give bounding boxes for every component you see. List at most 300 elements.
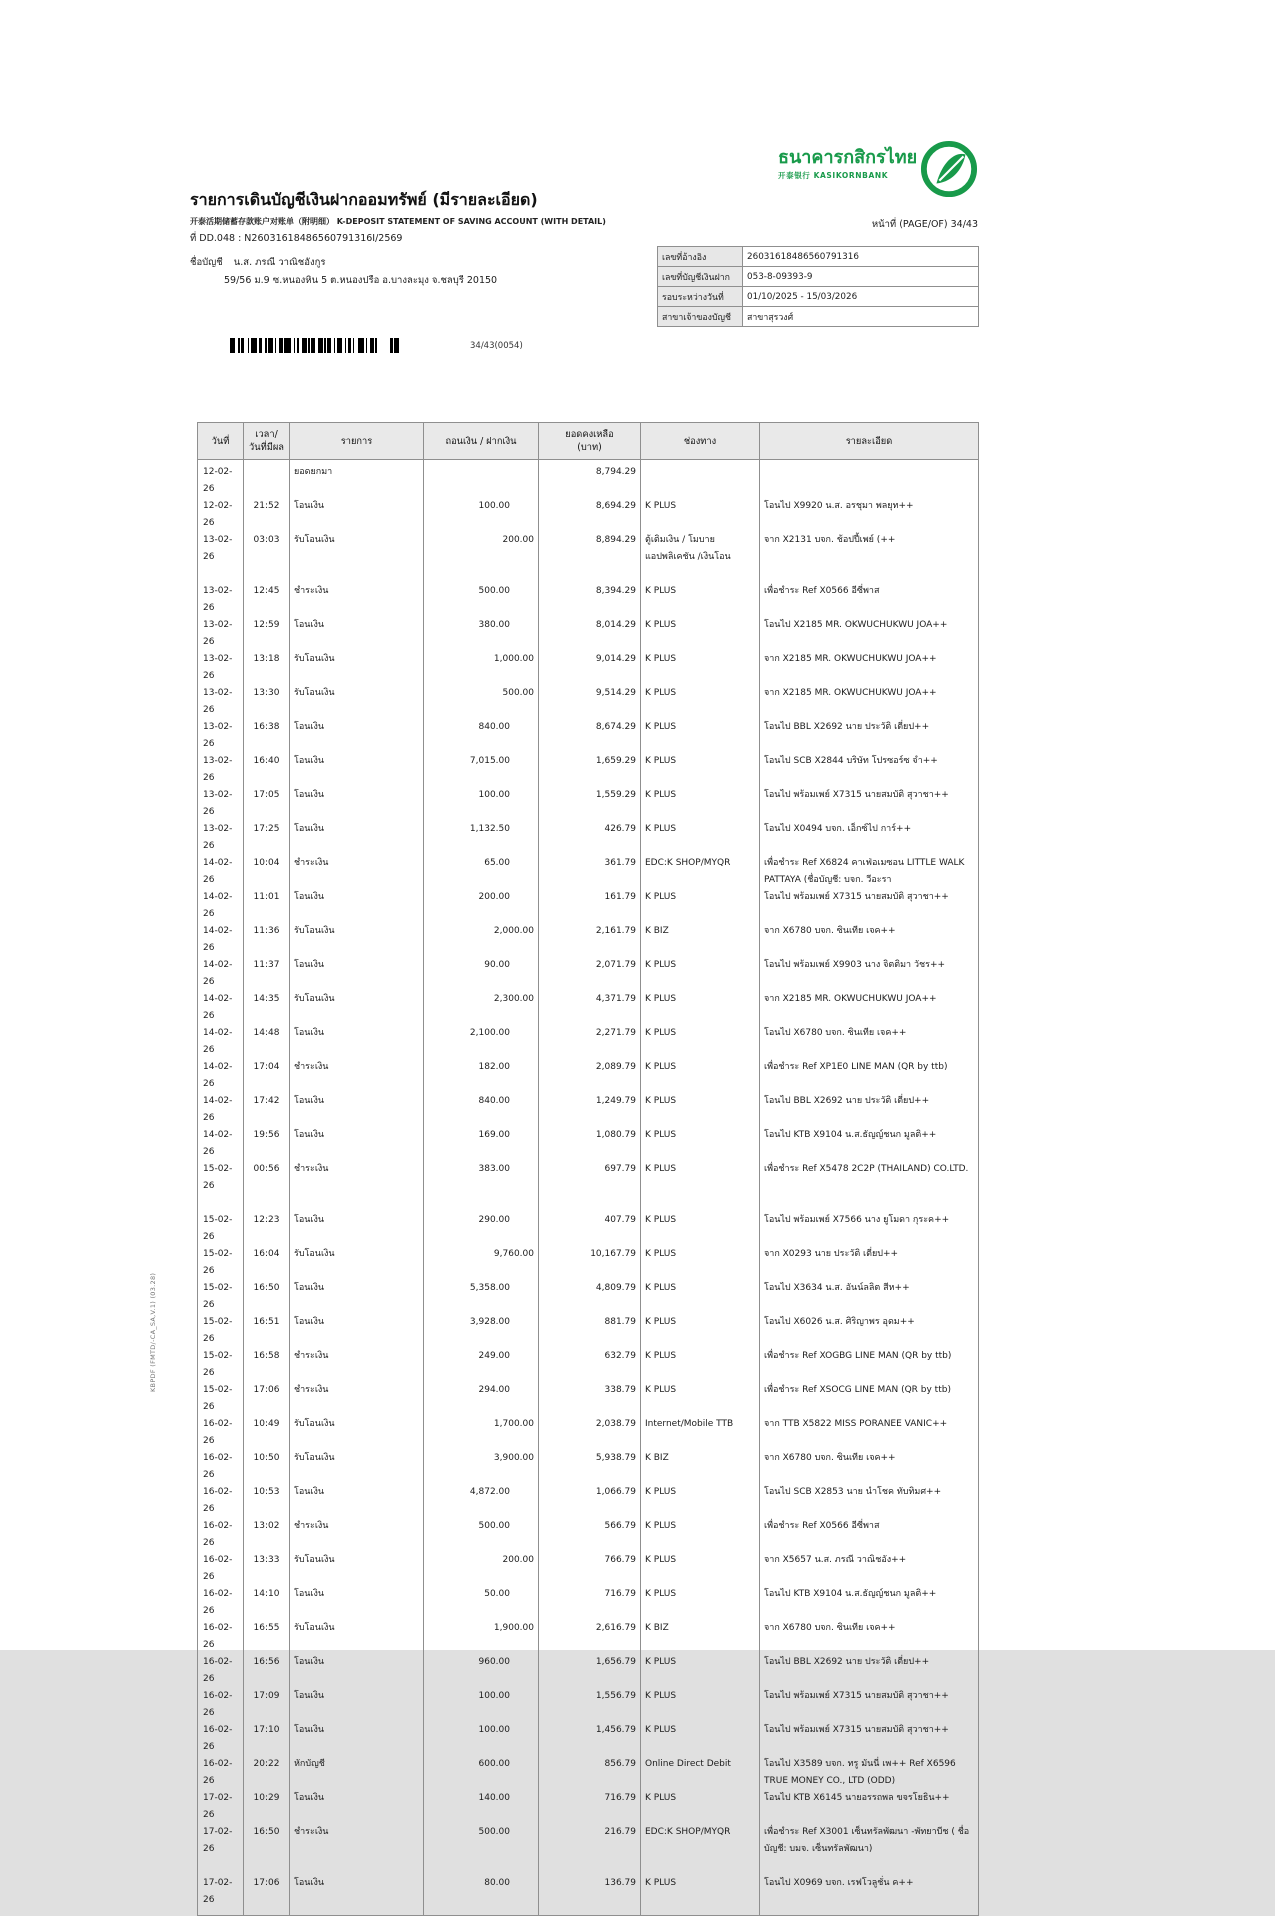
cell-date: 13-02-26 <box>198 753 244 787</box>
cell-channel: ตู้เติมเงิน / โมบาย แอปพลิเคชัน /เงินโอน <box>641 532 760 583</box>
account-info-table <box>657 246 979 327</box>
cell-date: 16-02-26 <box>198 1552 244 1586</box>
page-subtitle: 开泰活期储蓄存款账户对账单（附明细） K-DEPOSIT STATEMENT OF SAVING ACCOUNT (WITH DETAIL) <box>190 217 606 226</box>
table-row <box>198 753 979 787</box>
table-row <box>198 1875 979 1916</box>
cell-amount: 380.00 <box>424 617 539 651</box>
col-header-amount: ถอนเงิน / ฝากเงิน <box>424 423 539 460</box>
cell-item: ชำระเงิน <box>290 583 424 617</box>
cell-date: 14-02-26 <box>198 1025 244 1059</box>
cell-time: 03:03 <box>244 532 290 583</box>
cell-channel: K PLUS <box>641 1790 760 1824</box>
cell-balance: 856.79 <box>539 1756 641 1790</box>
table-row <box>198 1093 979 1127</box>
info-row <box>658 287 979 307</box>
cell-item: ชำระเงิน <box>290 855 424 889</box>
cell-detail: โอนไป X3634 น.ส. อันน์ลลิต สีห++ <box>760 1280 979 1314</box>
cell-detail: โอนไป BBL X2692 นาย ประวัติ เตี่ยป++ <box>760 1093 979 1127</box>
cell-balance: 1,656.79 <box>539 1654 641 1688</box>
info-value: 26031618486560791316 <box>743 247 979 267</box>
table-row <box>198 1280 979 1314</box>
table-row <box>198 889 979 923</box>
cell-detail: เพื่อชำระ Ref X0566 อีซี่พาส <box>760 1518 979 1552</box>
cell-item: รับโอนเงิน <box>290 685 424 719</box>
cell-time: 12:23 <box>244 1212 290 1246</box>
cell-detail: โอนไป X6780 บจก. ซินเทีย เจค++ <box>760 1025 979 1059</box>
cell-date: 16-02-26 <box>198 1722 244 1756</box>
info-label: รอบระหว่างวันที่ <box>658 287 743 307</box>
cell-channel: K PLUS <box>641 957 760 991</box>
cell-time <box>244 460 290 499</box>
cell-time: 17:06 <box>244 1875 290 1916</box>
cell-amount: 2,000.00 <box>424 923 539 957</box>
cell-detail: โอนไป KTB X9104 น.ส.ธัญญ์ชนก มูลติ++ <box>760 1127 979 1161</box>
col-header-date: วันที่ <box>198 423 244 460</box>
cell-item: ชำระเงิน <box>290 1059 424 1093</box>
cell-channel: Online Direct Debit <box>641 1756 760 1790</box>
barcode-caption: 34/43(0054) <box>470 341 523 351</box>
cell-time: 17:25 <box>244 821 290 855</box>
cell-date: 14-02-26 <box>198 1127 244 1161</box>
cell-balance: 4,371.79 <box>539 991 641 1025</box>
cell-amount: 100.00 <box>424 1688 539 1722</box>
cell-date: 17-02-26 <box>198 1875 244 1916</box>
cell-balance: 2,616.79 <box>539 1620 641 1654</box>
cell-detail: จาก X5657 น.ส. ภรณี วาณิชอัง++ <box>760 1552 979 1586</box>
cell-time: 11:36 <box>244 923 290 957</box>
barcode-space <box>399 338 401 353</box>
cell-item: รับโอนเงิน <box>290 923 424 957</box>
table-row <box>198 1416 979 1450</box>
cell-amount: 2,300.00 <box>424 991 539 1025</box>
cell-channel: EDC:K SHOP/MYQR <box>641 1824 760 1875</box>
cell-date: 16-02-26 <box>198 1654 244 1688</box>
info-label: สาขาเจ้าของบัญชี <box>658 307 743 327</box>
cell-amount: 4,872.00 <box>424 1484 539 1518</box>
cell-item: โอนเงิน <box>290 787 424 821</box>
cell-channel: K PLUS <box>641 1586 760 1620</box>
cell-item: โอนเงิน <box>290 498 424 532</box>
table-row <box>198 617 979 651</box>
cell-date: 14-02-26 <box>198 889 244 923</box>
cell-item: โอนเงิน <box>290 719 424 753</box>
table-row <box>198 1025 979 1059</box>
cell-channel: K PLUS <box>641 1212 760 1246</box>
info-value: 01/10/2025 - 15/03/2026 <box>743 287 979 307</box>
cell-time: 21:52 <box>244 498 290 532</box>
cell-detail: โอนไป พร้อมเพย์ X7315 นายสมบัติ สุวาชา++ <box>760 1688 979 1722</box>
cell-amount: 50.00 <box>424 1586 539 1620</box>
table-row <box>198 583 979 617</box>
bank-name: ธนาคารกสิกรไทย <box>778 147 918 168</box>
cell-amount: 9,760.00 <box>424 1246 539 1280</box>
cell-detail: โอนไป X2185 MR. OKWUCHUKWU JOA++ <box>760 617 979 651</box>
cell-balance: 4,809.79 <box>539 1280 641 1314</box>
cell-detail: จาก X2185 MR. OKWUCHUKWU JOA++ <box>760 685 979 719</box>
cell-item: โอนเงิน <box>290 1654 424 1688</box>
cell-item: โอนเงิน <box>290 1875 424 1916</box>
cell-detail: โอนไป พร้อมเพย์ X7315 นายสมบัติ สุวาชา++ <box>760 1722 979 1756</box>
cell-date: 13-02-26 <box>198 583 244 617</box>
cell-channel: K PLUS <box>641 583 760 617</box>
cell-time: 16:50 <box>244 1824 290 1875</box>
cell-time: 16:55 <box>244 1620 290 1654</box>
cell-balance: 697.79 <box>539 1161 641 1212</box>
cell-item: ชำระเงิน <box>290 1824 424 1875</box>
cell-date: 17-02-26 <box>198 1824 244 1875</box>
cell-time: 12:59 <box>244 617 290 651</box>
cell-detail: โอนไป SCB X2844 บริษัท โปรซอร์ซ จำ++ <box>760 753 979 787</box>
cell-detail: โอนไป SCB X2853 นาย นำโชค ทับทิมศ++ <box>760 1484 979 1518</box>
table-row <box>198 460 979 499</box>
cell-amount: 80.00 <box>424 1875 539 1916</box>
cell-date: 15-02-26 <box>198 1382 244 1416</box>
cell-time: 17:42 <box>244 1093 290 1127</box>
cell-time: 13:02 <box>244 1518 290 1552</box>
cell-date: 16-02-26 <box>198 1620 244 1654</box>
info-value: 053-8-09393-9 <box>743 267 979 287</box>
cell-channel: K PLUS <box>641 991 760 1025</box>
cell-item: โอนเงิน <box>290 1280 424 1314</box>
cell-channel: K PLUS <box>641 821 760 855</box>
cell-time: 13:18 <box>244 651 290 685</box>
table-row <box>198 1620 979 1654</box>
cell-detail: จาก X2131 บจก. ช้อปปี้เพย์ (++ <box>760 532 979 583</box>
cell-item: รับโอนเงิน <box>290 1450 424 1484</box>
cell-detail: โอนไป พร้อมเพย์ X7566 นาง ยูโมดา กุระค++ <box>760 1212 979 1246</box>
cell-item: โอนเงิน <box>290 617 424 651</box>
cell-detail: โอนไป X3589 บจก. ทรู มันนี่ เพ++ Ref X6596 TRUE MONEY CO., LTD (ODD) <box>760 1756 979 1790</box>
cell-detail: จาก X6780 บจก. ซินเทีย เจค++ <box>760 1450 979 1484</box>
table-row <box>198 532 979 583</box>
cell-amount: 3,928.00 <box>424 1314 539 1348</box>
cell-detail: เพื่อชำระ Ref XOGBG LINE MAN (QR by ttb) <box>760 1348 979 1382</box>
cell-channel: K PLUS <box>641 1280 760 1314</box>
cell-balance: 8,674.29 <box>539 719 641 753</box>
cell-date: 14-02-26 <box>198 1093 244 1127</box>
page-of-label: หน้าที่ (PAGE/OF) 34/43 <box>871 219 978 230</box>
cell-detail: จาก X2185 MR. OKWUCHUKWU JOA++ <box>760 651 979 685</box>
cell-time: 16:40 <box>244 753 290 787</box>
cell-balance: 2,089.79 <box>539 1059 641 1093</box>
cell-item: โอนเงิน <box>290 1484 424 1518</box>
cell-balance: 1,456.79 <box>539 1722 641 1756</box>
cell-item: รับโอนเงิน <box>290 1416 424 1450</box>
info-row <box>658 267 979 287</box>
cell-amount: 5,358.00 <box>424 1280 539 1314</box>
cell-amount: 100.00 <box>424 787 539 821</box>
cell-amount: 1,700.00 <box>424 1416 539 1450</box>
table-row <box>198 1756 979 1790</box>
cell-channel: K PLUS <box>641 753 760 787</box>
info-row <box>658 307 979 327</box>
table-row <box>198 1348 979 1382</box>
barcode-space <box>377 338 390 353</box>
cell-amount: 7,015.00 <box>424 753 539 787</box>
cell-amount: 1,000.00 <box>424 651 539 685</box>
cell-amount: 100.00 <box>424 1722 539 1756</box>
transactions-table <box>197 422 979 1916</box>
cell-channel: K PLUS <box>641 1127 760 1161</box>
cell-detail: เพื่อชำระ Ref XP1E0 LINE MAN (QR by ttb) <box>760 1059 979 1093</box>
info-label: เลขที่บัญชีเงินฝาก <box>658 267 743 287</box>
cell-amount: 500.00 <box>424 583 539 617</box>
cell-amount: 90.00 <box>424 957 539 991</box>
cell-channel: Internet/Mobile TTB <box>641 1416 760 1450</box>
cell-date: 17-02-26 <box>198 1790 244 1824</box>
account-address: 59/56 ม.9 ซ.หนองหิน 5 ต.หนองปรือ อ.บางละมุง จ.ชลบุรี 20150 <box>224 275 498 286</box>
cell-time: 16:58 <box>244 1348 290 1382</box>
cell-amount: 1,900.00 <box>424 1620 539 1654</box>
cell-balance: 8,694.29 <box>539 498 641 532</box>
cell-time: 11:37 <box>244 957 290 991</box>
cell-date: 16-02-26 <box>198 1450 244 1484</box>
cell-detail <box>760 460 979 499</box>
cell-balance: 716.79 <box>539 1790 641 1824</box>
table-row <box>198 1688 979 1722</box>
cell-balance: 161.79 <box>539 889 641 923</box>
cell-balance: 2,038.79 <box>539 1416 641 1450</box>
cell-item: โอนเงิน <box>290 821 424 855</box>
cell-time: 17:09 <box>244 1688 290 1722</box>
cell-amount <box>424 460 539 499</box>
table-row <box>198 1314 979 1348</box>
cell-balance: 1,556.79 <box>539 1688 641 1722</box>
cell-time: 16:50 <box>244 1280 290 1314</box>
cell-balance: 10,167.79 <box>539 1246 641 1280</box>
cell-item: โอนเงิน <box>290 1790 424 1824</box>
table-row <box>198 957 979 991</box>
info-table-body <box>658 247 979 327</box>
table-row <box>198 1212 979 1246</box>
cell-channel: K PLUS <box>641 889 760 923</box>
cell-channel: K BIZ <box>641 1450 760 1484</box>
cell-channel: K PLUS <box>641 1093 760 1127</box>
table-row <box>198 719 979 753</box>
cell-item: โอนเงิน <box>290 1314 424 1348</box>
cell-time: 10:50 <box>244 1450 290 1484</box>
cell-detail: โอนไป KTB X9104 น.ส.ธัญญ์ชนก มูลติ++ <box>760 1586 979 1620</box>
table-row <box>198 1161 979 1212</box>
table-row <box>198 1552 979 1586</box>
cell-channel: K BIZ <box>641 923 760 957</box>
cell-amount: 840.00 <box>424 1093 539 1127</box>
cell-date: 13-02-26 <box>198 617 244 651</box>
account-name: น.ส. ภรณี วาณิชอังกูร <box>233 257 326 268</box>
cell-detail: จาก X0293 นาย ประวัติ เตี่ยป++ <box>760 1246 979 1280</box>
cell-item: โอนเงิน <box>290 889 424 923</box>
table-row <box>198 923 979 957</box>
cell-time: 10:04 <box>244 855 290 889</box>
cell-detail: จาก TTB X5822 MISS PORANEE VANIC++ <box>760 1416 979 1450</box>
cell-balance: 1,659.29 <box>539 753 641 787</box>
col-header-detail: รายละเอียด <box>760 423 979 460</box>
cell-amount: 200.00 <box>424 532 539 583</box>
cell-amount: 294.00 <box>424 1382 539 1416</box>
cell-detail: โอนไป BBL X2692 นาย ประวัติ เตี่ยป++ <box>760 719 979 753</box>
cell-balance: 566.79 <box>539 1518 641 1552</box>
cell-amount: 500.00 <box>424 685 539 719</box>
cell-channel: K PLUS <box>641 651 760 685</box>
cell-channel: K PLUS <box>641 1382 760 1416</box>
cell-date: 14-02-26 <box>198 923 244 957</box>
table-row <box>198 651 979 685</box>
cell-amount: 100.00 <box>424 498 539 532</box>
cell-channel: K PLUS <box>641 1348 760 1382</box>
cell-time: 10:29 <box>244 1790 290 1824</box>
transactions-table-header <box>198 423 979 460</box>
cell-amount: 200.00 <box>424 889 539 923</box>
cell-date: 15-02-26 <box>198 1161 244 1212</box>
table-row <box>198 1654 979 1688</box>
cell-balance: 426.79 <box>539 821 641 855</box>
cell-balance: 2,271.79 <box>539 1025 641 1059</box>
bank-name-sub: 开泰银行 KASIKORNBANK <box>778 171 889 180</box>
cell-item: โอนเงิน <box>290 957 424 991</box>
cell-date: 16-02-26 <box>198 1586 244 1620</box>
cell-time: 17:04 <box>244 1059 290 1093</box>
cell-balance: 9,014.29 <box>539 651 641 685</box>
cell-balance: 716.79 <box>539 1586 641 1620</box>
cell-date: 16-02-26 <box>198 1756 244 1790</box>
cell-channel: K BIZ <box>641 1620 760 1654</box>
account-holder-line <box>190 255 325 270</box>
cell-amount: 500.00 <box>424 1824 539 1875</box>
cell-balance: 1,249.79 <box>539 1093 641 1127</box>
cell-detail: โอนไป X6026 น.ส. ศิริญาพร อุดม++ <box>760 1314 979 1348</box>
cell-balance: 2,071.79 <box>539 957 641 991</box>
cell-item: โอนเงิน <box>290 1212 424 1246</box>
cell-channel: K PLUS <box>641 685 760 719</box>
cell-time: 11:01 <box>244 889 290 923</box>
cell-balance: 766.79 <box>539 1552 641 1586</box>
col-header-channel: ช่องทาง <box>641 423 760 460</box>
cell-amount: 1,132.50 <box>424 821 539 855</box>
cell-balance: 8,394.29 <box>539 583 641 617</box>
cell-date: 16-02-26 <box>198 1416 244 1450</box>
document-number: ที่ DD.048 : N26031618486560791316I/2569 <box>190 233 403 244</box>
cell-date: 15-02-26 <box>198 1314 244 1348</box>
cell-channel: K PLUS <box>641 1314 760 1348</box>
cell-time: 16:38 <box>244 719 290 753</box>
table-row <box>198 1824 979 1875</box>
cell-channel: K PLUS <box>641 1722 760 1756</box>
cell-channel: K PLUS <box>641 1875 760 1916</box>
cell-detail: โอนไป X0969 บจก. เรฟโวลูชั่น ค++ <box>760 1875 979 1916</box>
cell-item: โอนเงิน <box>290 753 424 787</box>
cell-amount: 960.00 <box>424 1654 539 1688</box>
cell-detail: โอนไป พร้อมเพย์ X7315 นายสมบัติ สุวาชา++ <box>760 889 979 923</box>
cell-time: 16:04 <box>244 1246 290 1280</box>
table-row <box>198 787 979 821</box>
cell-channel: K PLUS <box>641 617 760 651</box>
table-row <box>198 1586 979 1620</box>
cell-amount: 182.00 <box>424 1059 539 1093</box>
cell-date: 13-02-26 <box>198 651 244 685</box>
cell-time: 17:05 <box>244 787 290 821</box>
cell-item: โอนเงิน <box>290 1722 424 1756</box>
cell-item: หักบัญชี <box>290 1756 424 1790</box>
info-value: สาขาสุรวงศ์ <box>743 307 979 327</box>
cell-date: 13-02-26 <box>198 821 244 855</box>
info-label: เลขที่อ้างอิง <box>658 247 743 267</box>
info-row <box>658 247 979 267</box>
cell-balance: 216.79 <box>539 1824 641 1875</box>
cell-detail: จาก X6780 บจก. ซินเทีย เจค++ <box>760 1620 979 1654</box>
cell-item: โอนเงิน <box>290 1025 424 1059</box>
cell-channel: EDC:K SHOP/MYQR <box>641 855 760 889</box>
cell-date: 16-02-26 <box>198 1518 244 1552</box>
cell-balance: 5,938.79 <box>539 1450 641 1484</box>
cell-time: 14:48 <box>244 1025 290 1059</box>
cell-channel: K PLUS <box>641 719 760 753</box>
cell-balance: 8,894.29 <box>539 532 641 583</box>
cell-item: ชำระเงิน <box>290 1161 424 1212</box>
cell-channel <box>641 460 760 499</box>
table-row <box>198 1246 979 1280</box>
cell-detail: เพื่อชำระ Ref X6824 คาเฟ่อเมซอน LITTLE WALK PATTAYA (ชื่อบัญชี: บจก. วีอะรา <box>760 855 979 889</box>
cell-date: 14-02-26 <box>198 1059 244 1093</box>
cell-item: ชำระเงิน <box>290 1382 424 1416</box>
cell-item: โอนเงิน <box>290 1093 424 1127</box>
cell-detail: จาก X6780 บจก. ซินเทีย เจค++ <box>760 923 979 957</box>
cell-time: 12:45 <box>244 583 290 617</box>
cell-channel: K PLUS <box>641 1161 760 1212</box>
cell-channel: K PLUS <box>641 1688 760 1722</box>
cell-channel: K PLUS <box>641 1025 760 1059</box>
cell-balance: 338.79 <box>539 1382 641 1416</box>
cell-amount: 140.00 <box>424 1790 539 1824</box>
cell-balance: 1,066.79 <box>539 1484 641 1518</box>
cell-date: 15-02-26 <box>198 1348 244 1382</box>
cell-detail: เพื่อชำระ Ref X3001 เซ็นทรัลพัฒนา -พัทยาบีช ( ชื่อบัญชี: บมจ. เซ็นทรัลพัฒนา) <box>760 1824 979 1875</box>
cell-balance: 632.79 <box>539 1348 641 1382</box>
cell-date: 15-02-26 <box>198 1212 244 1246</box>
cell-item: โอนเงิน <box>290 1688 424 1722</box>
cell-time: 16:56 <box>244 1654 290 1688</box>
cell-channel: K PLUS <box>641 1484 760 1518</box>
cell-date: 13-02-26 <box>198 719 244 753</box>
table-row <box>198 1484 979 1518</box>
cell-time: 10:49 <box>244 1416 290 1450</box>
form-code-note: KBPDF (FMTD/-CA_SA,V.1) (03.28) <box>149 1272 157 1392</box>
cell-amount: 2,100.00 <box>424 1025 539 1059</box>
cell-amount: 169.00 <box>424 1127 539 1161</box>
table-row <box>198 1722 979 1756</box>
cell-balance: 407.79 <box>539 1212 641 1246</box>
cell-item: รับโอนเงิน <box>290 1246 424 1280</box>
cell-balance: 9,514.29 <box>539 685 641 719</box>
cell-balance: 8,014.29 <box>539 617 641 651</box>
cell-detail: โอนไป พร้อมเพย์ X9903 นาง จิตติมา วัชร++ <box>760 957 979 991</box>
cell-balance: 1,080.79 <box>539 1127 641 1161</box>
table-row <box>198 685 979 719</box>
cell-item: รับโอนเงิน <box>290 651 424 685</box>
cell-item: รับโอนเงิน <box>290 991 424 1025</box>
cell-time: 17:10 <box>244 1722 290 1756</box>
cell-date: 14-02-26 <box>198 855 244 889</box>
cell-balance: 881.79 <box>539 1314 641 1348</box>
cell-date: 13-02-26 <box>198 787 244 821</box>
cell-time: 19:56 <box>244 1127 290 1161</box>
cell-detail: โอนไป X9920 น.ส. อรชุมา พลยุท++ <box>760 498 979 532</box>
cell-date: 16-02-26 <box>198 1688 244 1722</box>
col-header-time: เวลา/ วันที่มีผล <box>244 423 290 460</box>
cell-channel: K PLUS <box>641 498 760 532</box>
cell-item: รับโอนเงิน <box>290 1620 424 1654</box>
cell-date: 16-02-26 <box>198 1484 244 1518</box>
cell-amount: 840.00 <box>424 719 539 753</box>
